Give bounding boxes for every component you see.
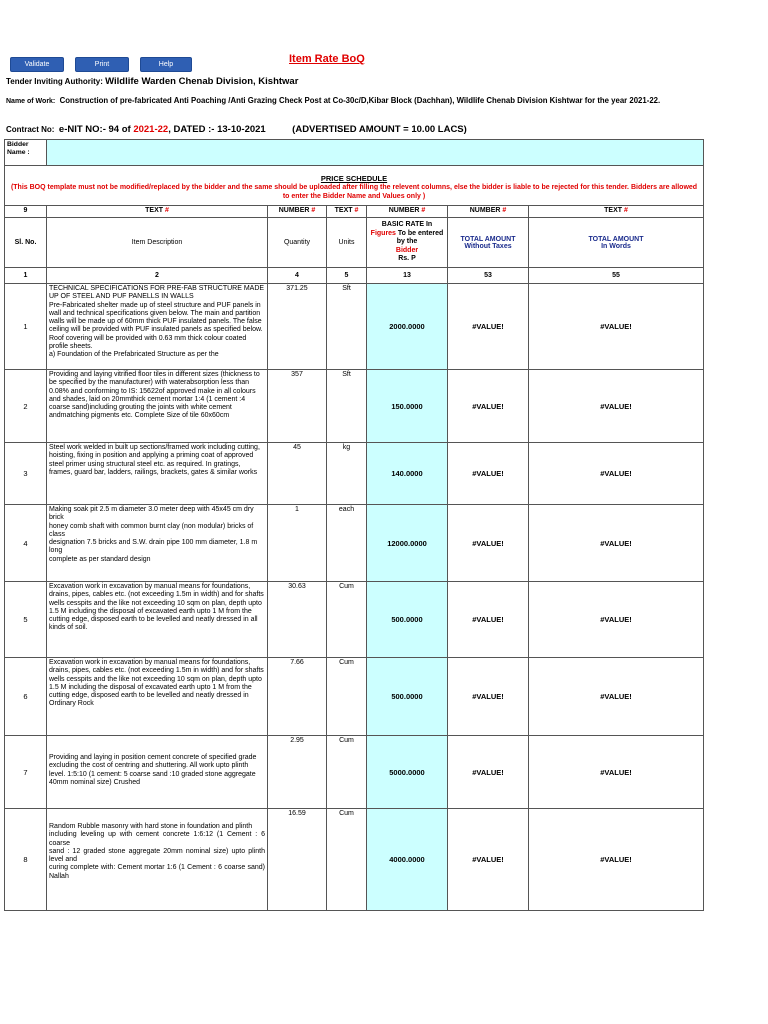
item-amount-words: #VALUE! <box>529 736 704 809</box>
item-rate-input[interactable]: 2000.0000 <box>367 284 448 370</box>
item-sl: 1 <box>5 284 47 370</box>
table-row <box>5 736 704 809</box>
item-units: Cum <box>327 736 367 809</box>
type-rate: NUMBER # <box>367 206 448 218</box>
item-quantity: 1 <box>268 505 327 582</box>
table-row <box>5 443 704 505</box>
colnum-sl: 1 <box>5 268 47 284</box>
colnum-words: 55 <box>529 268 704 284</box>
table-row <box>5 809 704 911</box>
work-value: Construction of pre-fabricated Anti Poaching /Anti Grazing Check Post at Co-30c/D,Kibar Block (Dachhan), Wildlife Chenab Division Kishtwar for the year 2021-22. <box>59 96 661 105</box>
item-description: Making soak pit 2.5 m diameter 3.0 meter deep with 45x45 cm dry brick honey comb shaft with common burnt clay (non modular) bricks of class designation 7.5 bricks and S.W. drain pipe 100 mm diameter, 1.8 m long complete as per standard design <box>47 505 268 582</box>
header-amount: TOTAL AMOUNT Without Taxes <box>448 218 529 268</box>
item-total-amount: #VALUE! <box>448 736 529 809</box>
type-qty: NUMBER # <box>268 206 327 218</box>
item-rate-input[interactable]: 4000.0000 <box>367 809 448 911</box>
boq-table <box>4 139 704 911</box>
item-sl: 6 <box>5 658 47 736</box>
item-amount-words: #VALUE! <box>529 505 704 582</box>
item-rate-input[interactable]: 5000.0000 <box>367 736 448 809</box>
page-title: Item Rate BoQ <box>289 53 365 65</box>
tender-authority <box>6 76 298 87</box>
item-amount-words: #VALUE! <box>529 582 704 658</box>
item-total-amount: #VALUE! <box>448 582 529 658</box>
item-description: Providing and laying in position cement concrete of specified grade excluding the cost of centring and shuttering. All work upto plinth level. 1:5:10 (1 cement: 5 coarse sand :10 graded stone aggregate 40mm nominal size) Crushed <box>47 736 268 809</box>
type-words: TEXT # <box>529 206 704 218</box>
item-rate-input[interactable]: 140.0000 <box>367 443 448 505</box>
item-quantity: 45 <box>268 443 327 505</box>
item-rate-input[interactable]: 150.0000 <box>367 370 448 443</box>
item-units: Cum <box>327 809 367 911</box>
item-rate-input[interactable]: 500.0000 <box>367 658 448 736</box>
item-amount-words: #VALUE! <box>529 370 704 443</box>
item-sl: 5 <box>5 582 47 658</box>
price-schedule-title: PRICE SCHEDULE <box>320 173 388 183</box>
item-amount-words: #VALUE! <box>529 809 704 911</box>
nit-prefix: e-NIT NO:- 94 of <box>58 124 134 135</box>
item-quantity: 7.66 <box>268 658 327 736</box>
type-amount: NUMBER # <box>448 206 529 218</box>
item-sl: 2 <box>5 370 47 443</box>
item-total-amount: #VALUE! <box>448 284 529 370</box>
header-rate: BASIC RATE In Figures To be entered by the Bidder Rs. P <box>367 218 448 268</box>
types-row <box>5 206 704 218</box>
item-amount-words: #VALUE! <box>529 284 704 370</box>
validate-button[interactable]: Validate <box>10 57 64 72</box>
table-row <box>5 582 704 658</box>
print-button[interactable]: Print <box>75 57 129 72</box>
item-sl: 4 <box>5 505 47 582</box>
item-description: Steel work welded in built up sections/framed work including cutting, hoisting, fixing in position and applying a priming coat of approved steel primer using structural steel etc. as required. In gratings, frames, guard bar, ladders, railings, brackets, gates & similar works <box>47 443 268 505</box>
item-units: Cum <box>327 582 367 658</box>
item-total-amount: #VALUE! <box>448 505 529 582</box>
table-row <box>5 370 704 443</box>
item-sl: 8 <box>5 809 47 911</box>
bidder-label: Bidder Name : <box>5 140 47 166</box>
advertised-amount: (ADVERTISED AMOUNT = 10.00 LACS) <box>292 124 467 135</box>
item-amount-words: #VALUE! <box>529 658 704 736</box>
item-quantity: 371.25 <box>268 284 327 370</box>
item-units: Sft <box>327 370 367 443</box>
nit-year: 2021-22 <box>133 124 169 135</box>
item-description: TECHNICAL SPECIFICATIONS FOR PRE-FAB STRUCTURE MADE UP OF STEEL AND PUF PANELLS IN WALLS Pre-Fabricated shelter made up of steel structure and PUF panels in wall and technical specifications given below. The main and partition walls will be made up of 60mm thick PUF insulated panels. The false ceiling will be provided with PUF insulated panels as specified below. Roof covering will be provided with 0.63 mm thick colour coated profile sheets. a) Foundation of the Prefabricated Structure as per the <box>47 284 268 370</box>
schedule-row <box>5 166 704 206</box>
item-rate-input[interactable]: 12000.0000 <box>367 505 448 582</box>
header-units: Units <box>327 218 367 268</box>
type-desc: TEXT # <box>47 206 268 218</box>
header-words: TOTAL AMOUNT In Words <box>529 218 704 268</box>
name-of-work <box>6 96 718 106</box>
item-total-amount: #VALUE! <box>448 443 529 505</box>
item-description: Providing and laying vitrified floor tiles in different sizes (thickness to be specified by the manufacturer) with waterabsorption less than 0.08% and conforming to IS: 15622of approved make in all colours and shades, laid on 20mmthick cement mortar 1:4 (1 cement :4 coarse sand)including grouting the joints with white cement andmatching pigments etc. Complete Size of tile 60x60cm <box>47 370 268 443</box>
colnum-desc: 2 <box>47 268 268 284</box>
item-description: Random Rubble masonry with hard stone in foundation and plinth including leveling up with cement concrete 1:6:12 (1 Cement : 6 coarse sand : 12 graded stone aggregate 20mm nominal size) upto plinth level and curing complete with: Cement mortar 1:6 (1 Cement : 6 coarse sand) Nallah <box>47 809 268 911</box>
price-schedule-note: (This BOQ template must not be modified/replaced by the bidder and the same should be uploaded after filling the relevent columns, else the bidder is liable to be rejected for this tender. Bidders are allowed to enter the Bidder Name and Values only ) <box>10 183 698 200</box>
table-row <box>5 658 704 736</box>
item-units: Cum <box>327 658 367 736</box>
colnum-rate: 13 <box>367 268 448 284</box>
table-row <box>5 284 704 370</box>
item-quantity: 357 <box>268 370 327 443</box>
item-quantity: 16.59 <box>268 809 327 911</box>
nit-dated: , DATED :- 13-10-2021 <box>168 124 266 135</box>
item-sl: 3 <box>5 443 47 505</box>
item-quantity: 30.63 <box>268 582 327 658</box>
item-total-amount: #VALUE! <box>448 658 529 736</box>
item-amount-words: #VALUE! <box>529 443 704 505</box>
type-units: TEXT # <box>327 206 367 218</box>
header-desc: Item Description <box>47 218 268 268</box>
item-units: Sft <box>327 284 367 370</box>
header-row <box>5 218 704 268</box>
item-total-amount: #VALUE! <box>448 809 529 911</box>
header-qty: Quantity <box>268 218 327 268</box>
item-description: Excavation work in excavation by manual means for foundations, drains, pipes, cables etc. (not exceeding 1.5m in width) and for shafts wells cesspits and the like not exceeding 10 sqm on plan, depth upto 1.5 M including the disposal of excavated earth upto 1 M from the cutting edge, disposed earth to be levelled and neatly dressed in Ordinary Rock <box>47 658 268 736</box>
colnum-qty: 4 <box>268 268 327 284</box>
item-rate-input[interactable]: 500.0000 <box>367 582 448 658</box>
item-quantity: 2.95 <box>268 736 327 809</box>
authority-label: Tender Inviting Authority: <box>6 77 103 86</box>
colnum-amount: 53 <box>448 268 529 284</box>
table-row <box>5 505 704 582</box>
type-sl: 9 <box>5 206 47 218</box>
column-numbers-row <box>5 268 704 284</box>
bidder-row <box>5 140 704 166</box>
contract-no <box>6 124 467 135</box>
authority-value: Wildlife Warden Chenab Division, Kishtwar <box>105 76 299 87</box>
item-units: kg <box>327 443 367 505</box>
contract-label: Contract No: <box>6 125 55 134</box>
bidder-name-input[interactable] <box>47 140 704 166</box>
item-description: Excavation work in excavation by manual means for foundations, drains, pipes, cables etc. (not exceeding 1.5m in width) and for shafts wells cesspits and the like not exceeding 10 sqm on plan, depth upto 1.5 M including the disposal of excavated earth upto 1 M from the cutting edge, disposed earth to be levelled and neatly dressed in all kinds of soil. <box>47 582 268 658</box>
item-sl: 7 <box>5 736 47 809</box>
help-button[interactable]: Help <box>140 57 192 72</box>
header-sl: Sl. No. <box>5 218 47 268</box>
item-units: each <box>327 505 367 582</box>
item-total-amount: #VALUE! <box>448 370 529 443</box>
work-label: Name of Work: <box>6 98 56 105</box>
colnum-units: 5 <box>327 268 367 284</box>
